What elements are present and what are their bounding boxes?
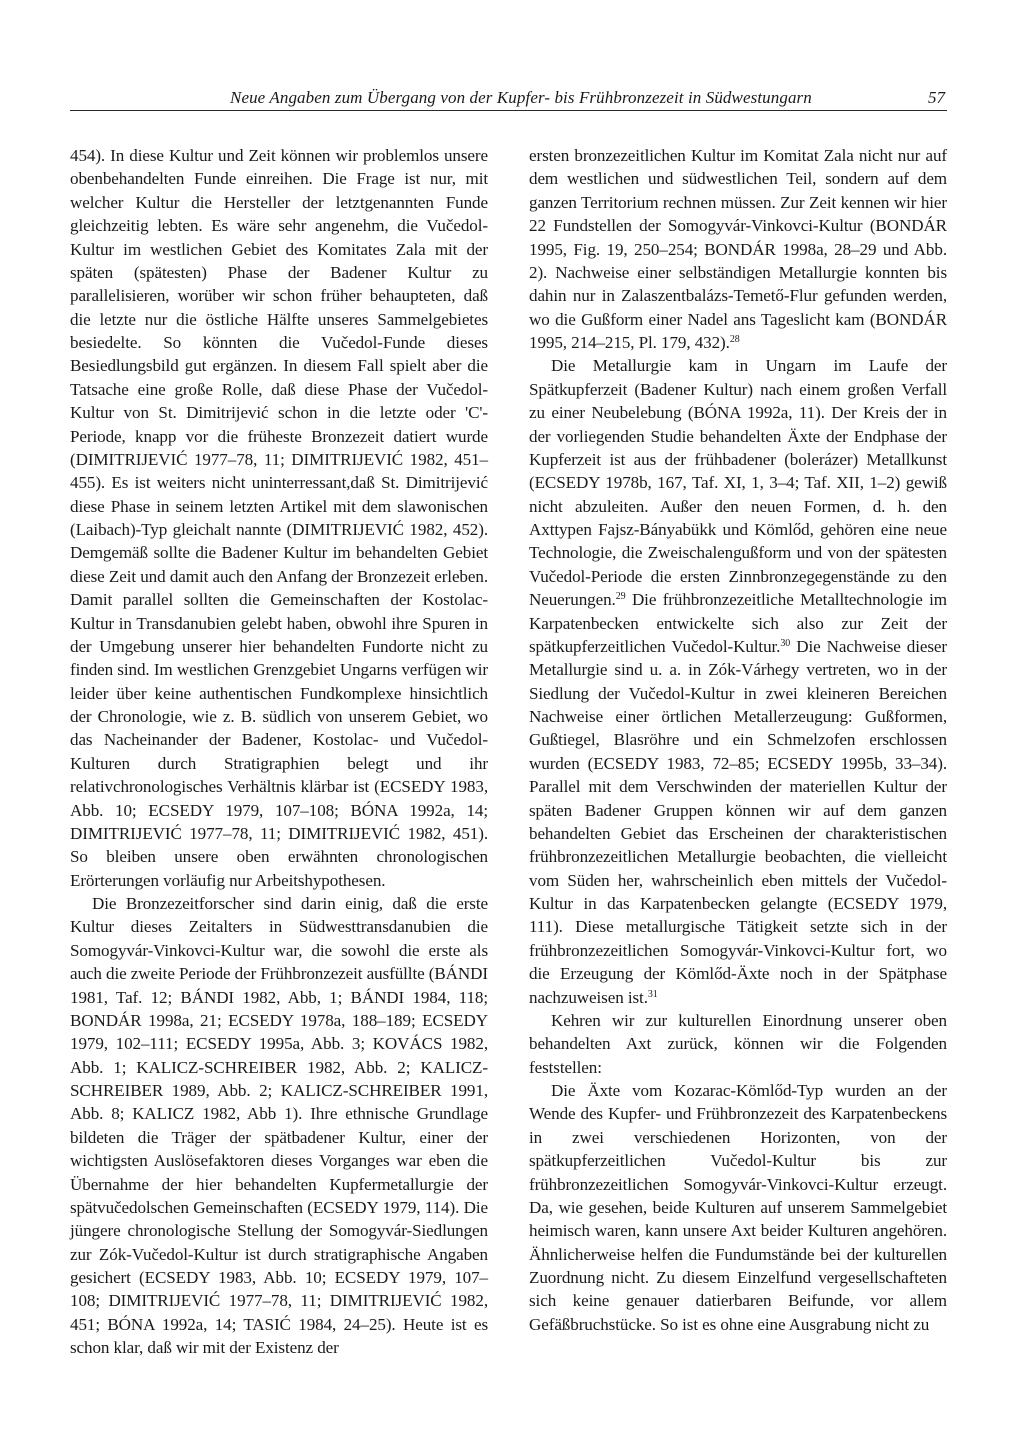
paragraph-text: Die Metallurgie kam in Ungarn im Laufe der Spätkupferzeit (Badener Kultur) nach einem großen Verfall zu einer Neubelebung (BÓNA 1992a, 11). Der Kreis der in der vorliegenden Studie behandelten Äxte der Endphase der Kupferzeit ist aus der frühbadener (bolerázer) Metallkunst (ECSEDY 1978b, 167, Taf. XI, 1, 3–4; Taf. XII, 1–2) gewiß nicht abzuleiten. Außer den neuen Formen, d. h. den Axttypen Fajsz-Bányabükk und Kömlőd, gehören eine neue Technologie, die Zweischalengußform und von der spätesten Vučedol-Periode die ersten Zinnbronzegegenstände zu den Neuerungen. — [529, 356, 947, 610]
paragraph — [529, 144, 947, 354]
footnote-ref-28: 28 — [729, 334, 740, 345]
footnote-ref-31: 31 — [647, 988, 658, 1000]
paragraph: Die Bronzezeitforscher sind darin einig, daß die erste Kultur dieses Zeitalters in Südwesttransdanubien die Somogyvár-Vinkovci-Kultur war, die sowohl die erste als auch die zweite Periode der Frühbronzezeit ausfüllte (BÁNDI 1981, Taf. 12; BÁNDI 1982, Abb, 1; BÁNDI 1984, 118; BONDÁR 1998a, 21; ECSEDY 1978a, 188–189; ECSEDY 1979, 102–111; ECSEDY 1995a, Abb. 3; KOVÁCS 1982, Abb. 1; KALICZ-SCHREIBER 1982, Abb. 2; KALICZ-SCHREIBER 1989, Abb. 2; KALICZ-SCHREIBER 1991, Abb. 8; KALICZ 1982, Abb 1). Ihre ethnische Grundlage bildeten die Träger der spätbadener Kultur, einer der wichtigsten Auslösefaktoren dieses Vorganges war eben die Übernahme der hier behandelten Kupfermetallurgie der spätvučedolschen Gemeinschaften (ECSEDY 1979, 114). Die jüngere chronologische Stellung der Somogyvár-Siedlungen zur Zók-Vučedol-Kultur ist durch stratigraphische Angaben gesichert (ECSEDY 1983, Abb. 10; ECSEDY 1979, 107–108; DIMITRIJEVIĆ 1977–78, 11; DIMITRIJEVIĆ 1982, 451; BÓNA 1992a, 14; TASIĆ 1984, 24–25). Heute ist es schon klar, daß wir mit der Existenz der — [70, 894, 488, 1358]
paragraph-text: Die frühbronzezeitliche Metalltechnologie im Karpatenbecken entwickelte sich also zur Zeit der spätkupferzeitlichen Vučedol-Kultur. — [529, 590, 947, 656]
paragraph: 454). In diese Kultur und Zeit können wir problemlos unsere obenbehandelten Funde einreihen. Die Frage ist nur, mit welcher Kultur die Hersteller der letztgenannten Funde gleichzeitig lebten. Es wäre sehr angenehm, die Vučedol-Kultur im westlichen Gebiet des Komitates Zala mit der späten (spätesten) Phase der Badener Kultur zu parallelisieren, worüber wir schon früher behaupteten, daß die letzte nur die östliche Hälfte unseres Sammelgebietes besiedelte. So könnten die Vučedol-Funde dieses Besiedlungsbild gut ergänzen. In diesem Fall spielt aber die Tatsache eine große Rolle, daß diese Phase der Vučedol-Kultur von St. Dimitrijević schon in die letzte oder 'C'-Periode, knapp vor die früheste Bronzezeit datiert wurde (DIMITRIJEVIĆ 1977–78, 11; DIMITRIJEVIĆ 1982, 451–455). Es ist weiters nicht uninterressant,daß St. Dimitrijević diese Phase in seinem letzten Artikel mit dem slawonischen (Laibach)-Typ gleichalt nannte (DIMITRIJEVIĆ 1982, 452). Demgemäß sollte die Badener Kultur im behandelten Gebiet diese Zeit und damit auch den Anfang der Bronzezeit erleben. Damit parallel sollten die Gemeinschaften der Kostolac-Kultur in Transdanubien gelebt haben, obwohl ihre Spuren in der Umgebung unserer hier behandelten Fundorte nicht zu finden sind. Im westlichen Grenzgebiet Ungarns verfügen wir leider über keine authentischen Fundkomplexe hinsichtlich der Chronologie, wie z. B. südlich von unserem Gebiet, wo das Nacheinander der Badener, Kostolac- und Vučedol-Kulturen durch Stratigraphien belegt und ihr relativchronologisches Verhältnis klärbar ist (ECSEDY 1983, Abb. 10; ECSEDY 1979, 107–108; BÓNA 1992a, 14; DIMITRIJEVIĆ 1977–78, 11; DIMITRIJEVIĆ 1982, 451). So bleiben unsere oben erwähnten chronologischen Erörterungen vorläufig nur Arbeitshypothesen. — [70, 146, 488, 890]
page-number: 57 — [928, 88, 945, 107]
paragraph: Kehren wir zur kulturellen Einordnung unserer oben behandelten Axt zurück, können wir die Folgenden feststellen: — [529, 1010, 947, 1077]
paragraph — [529, 354, 947, 1009]
paragraph-text: ersten bronzezeitlichen Kultur im Komitat Zala nicht nur auf dem westlichen und südwestlichen Teil, sondern auf dem ganzen Territorium rechnen müssen. Zur Zeit kennen wir hier 22 Fundstellen der Somogyvár-Vinkovci-Kultur (BONDÁR 1995, Fig. 19, 250–254; BONDÁR 1998a, 28–29 und Abb. 2). Nachweise einer selbständigen Metallurgie konnten bis dahin nur in Zalaszentbalázs-Temető-Flur gefunden werden, wo die Gußform einer Nadel ans Tageslicht kam (BONDÁR 1995, 214–215, Pl. 179, 432). — [529, 146, 947, 352]
paragraph-text: Die Nachweise dieser Metallurgie sind u. a. in Zók-Várhegy vertreten, wo in der Siedlung der Vučedol-Kultur in zwei kleineren Bereichen Nachweise einer örtlichen Metallerzeugung: Gußformen, Gußtiegel, Blasröhre und ein Schmelzofen erschlossen wurden (ECSEDY 1983, 72–85; ECSEDY 1995b, 33–34). Parallel mit dem Verschwinden der materiellen Kultur der späten Badener Gruppen können wir auf dem ganzen behandelten Gebiet das Erscheinen der charakteristischen frühbronzezeitlichen Metallurgie beobachten, die vielleicht vom Süden her, wahrscheinlich eben mittels der Vučedol-Kultur in das Karpatenbecken gelangte (ECSEDY 1979, 111). Diese metallurgische Tätigkeit setzte sich in der frühbronzezeitlichen Somogyvár-Vinkovci-Kultur fort, wo die Erzeugung der Kömlőd-Äxte noch in der Spätphase nachzuweisen ist. — [529, 636, 947, 1007]
running-title: Neue Angaben zum Übergang von der Kupfer- bis Frühbronzezeit in Südwestungarn — [230, 88, 812, 107]
left-column — [70, 144, 488, 1360]
footnote-ref-30: 30 — [780, 637, 791, 649]
paragraph: Die Äxte vom Kozarac-Kömlőd-Typ wurden an der Wende des Kupfer- und Frühbronzezeit des Karpatenbeckens in zwei verschiedenen Horizonten, von der spätkupferzeitlichen Vučedol-Kultur bis zur frühbronzezeitlichen Somogyvár-Vinkovci-Kultur erzeugt. Da, wie gesehen, beide Kulturen auf unserem Sammelgebiet heimisch waren, kann unsere Axt beider Kulturen angehören. Ähnlicherweise helfen die Fundumstände bei der kulturellen Zuordnung nicht. Zu diesem Einzelfund vergesellschafteten sich keine genauer datierbaren Beifunde, vor allem Gefäßbruchstücke. So ist es ohne eine Ausgrabung nicht zu — [529, 1081, 947, 1334]
footnote-ref-29: 29 — [615, 591, 626, 603]
right-column — [529, 144, 947, 1336]
running-header — [70, 86, 947, 111]
